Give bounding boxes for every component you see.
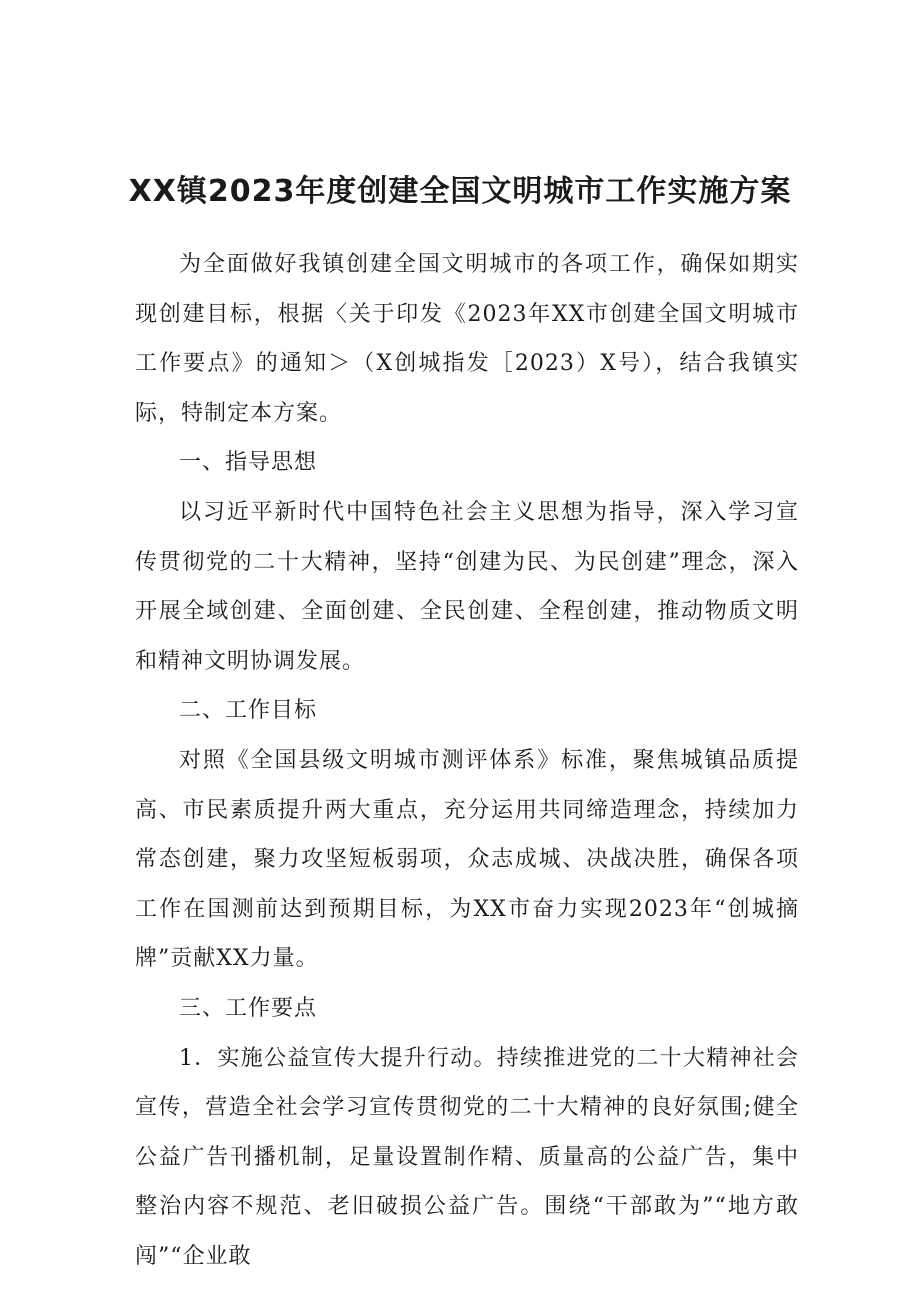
intro-paragraph: 为全面做好我镇创建全国文明城市的各项工作，确保如期实现创建目标，根据〈关于印发《2023年XX市创建全国文明城市工作要点》的通知＞（X创城指发［2023）X号），结合我镇实际，特制定本方案。	[135, 252, 799, 426]
work-goals-paragraph: 对照《全国县级文明城市测评体系》标准，聚焦城镇品质提高、市民素质提升两大重点，充分运用共同缔造理念，持续加力常态创建，聚力攻坚短板弱项，众志成城、决战决胜，确保各项工作在国测前达到预期目标，为XX市奋力实现2023年“创城摘牌”贡献XX力量。	[135, 747, 799, 972]
document-body	[135, 240, 799, 1281]
work-point-1-paragraph: 1．实施公益宣传大提升行动。持续推进党的二十大精神社会宣传，营造全社会学习宣传贯彻党的二十大精神的良好氛围;健全公益广告刊播机制，足量设置制作精、质量高的公益广告，集中整治内容不规范、老旧破损公益广告。围绕“干部敢为”“地方敢闯”“企业敢	[135, 1045, 799, 1269]
document-title: XX镇2023年度创建全国文明城市工作实施方案	[128, 174, 792, 209]
guiding-ideology-paragraph: 以习近平新时代中国特色社会主义思想为指导，深入学习宣传贯彻党的二十大精神，坚持“创建为民、为民创建”理念，深入开展全域创建、全面创建、全民创建、全程创建，推动物质文明和精神文明协调发展。	[135, 499, 799, 674]
section-heading-work-points: 三、工作要点	[179, 995, 318, 1021]
section-heading-guiding-ideology: 一、指导思想	[179, 450, 318, 476]
section-heading-work-goals: 二、工作目标	[179, 698, 318, 724]
